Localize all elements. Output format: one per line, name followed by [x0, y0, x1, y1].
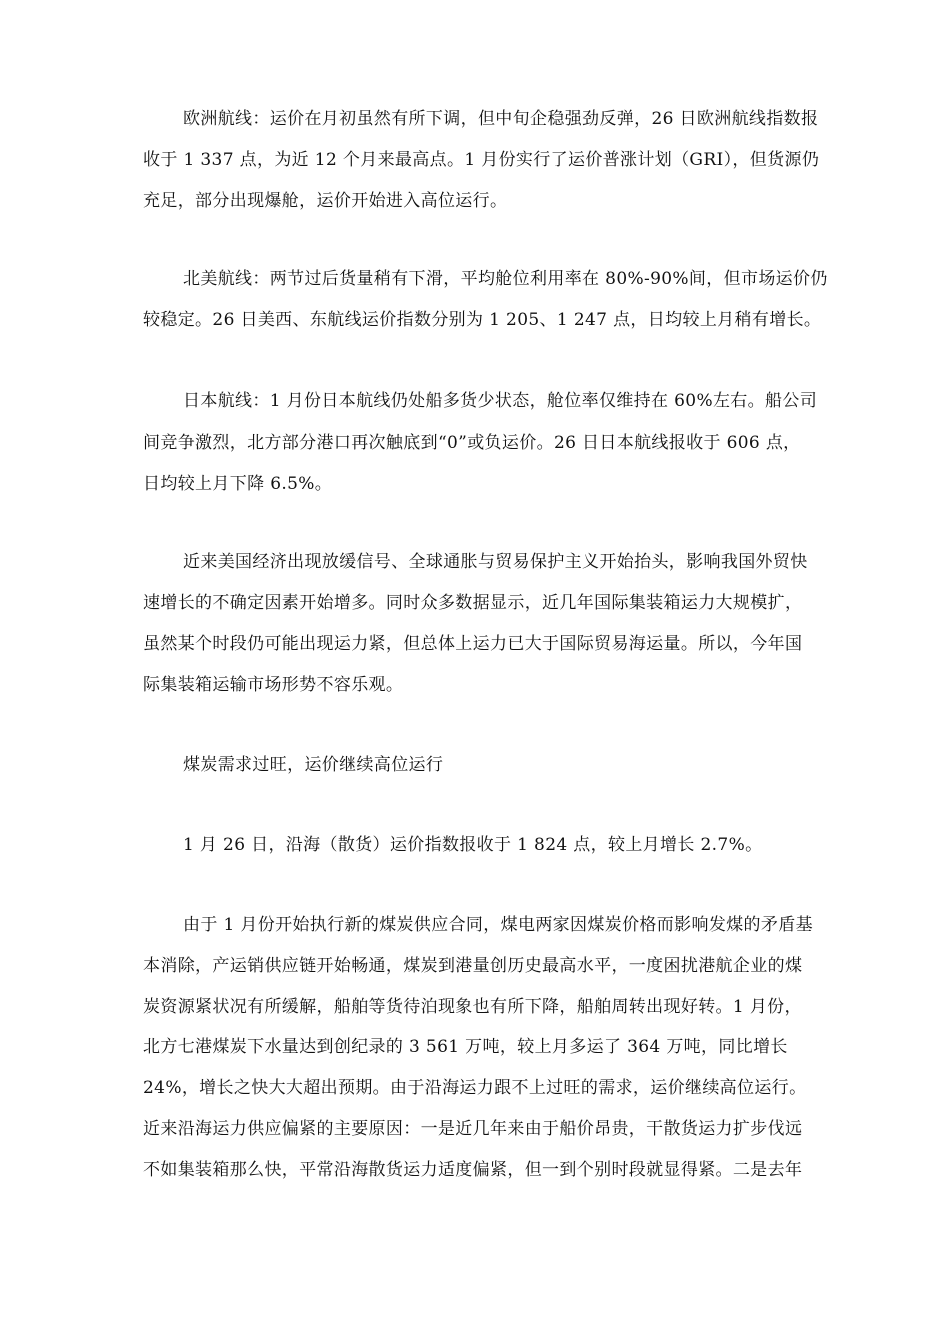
text-line: 北方七港煤炭下水量达到创纪录的 3 561 万吨，较上月多运了 364 万吨，同比增长 — [143, 1037, 788, 1057]
text-line: 日本航线：1 月份日本航线仍处船多货少状态，舱位率仅维持在 60%左右。船公司 — [183, 391, 818, 411]
text-line: 北美航线：两节过后货量稍有下滑，平均舱位利用率在 80%-90%间，但市场运价仍 — [183, 269, 828, 289]
text-line: 虽然某个时段仍可能出现运力紧，但总体上运力已大于国际贸易海运量。所以，今年国 — [143, 634, 803, 654]
section-heading: 煤炭需求过旺，运价继续高位运行 — [183, 755, 444, 775]
text-line: 较稳定。26 日美西、东航线运价指数分别为 1 205、1 247 点，日均较上月稍有增长。 — [143, 310, 822, 330]
text-line: 近来美国经济出现放缓信号、全球通胀与贸易保护主义开始抬头，影响我国外贸快 — [183, 552, 808, 572]
text-line: 由于 1 月份开始执行新的煤炭供应合同，煤电两家因煤炭价格而影响发煤的矛盾基 — [183, 915, 813, 935]
text-line: 本消除，产运销供应链开始畅通，煤炭到港量创历史最高水平，一度困扰港航企业的煤 — [143, 956, 803, 976]
text-line: 炭资源紧状况有所缓解，船舶等货待泊现象也有所下降，船舶周转出现好转。1 月份， — [143, 997, 802, 1017]
text-line: 欧洲航线：运价在月初虽然有所下调，但中旬企稳强劲反弹，26 日欧洲航线指数报 — [183, 109, 819, 129]
text-line: 日均较上月下降 6.5%。 — [143, 474, 333, 494]
text-line: 际集装箱运输市场形势不容乐观。 — [143, 675, 404, 695]
text-line: 24%，增长之快大大超出预期。由于沿海运力跟不上过旺的需求，运价继续高位运行。 — [143, 1078, 807, 1098]
text-line: 收于 1 337 点，为近 12 个月来最高点。1 月份实行了运价普涨计划（GRI），但货源仍 — [143, 150, 820, 170]
text-line: 不如集装箱那么快，平常沿海散货运力适度偏紧，但一到个别时段就显得紧。二是去年 — [143, 1160, 803, 1180]
text-line: 近来沿海运力供应偏紧的主要原因：一是近几年来由于船价昂贵，干散货运力扩步伐远 — [143, 1119, 803, 1139]
text-line: 充足，部分出现爆舱，运价开始进入高位运行。 — [143, 191, 508, 211]
text-line: 1 月 26 日，沿海（散货）运价指数报收于 1 824 点，较上月增长 2.7%。 — [183, 835, 763, 855]
text-line: 间竞争激烈，北方部分港口再次触底到“0”或负运价。26 日日本航线报收于 606 点， — [143, 433, 801, 453]
text-line: 速增长的不确定因素开始增多。同时众多数据显示，近几年国际集装箱运力大规模扩， — [143, 593, 803, 613]
